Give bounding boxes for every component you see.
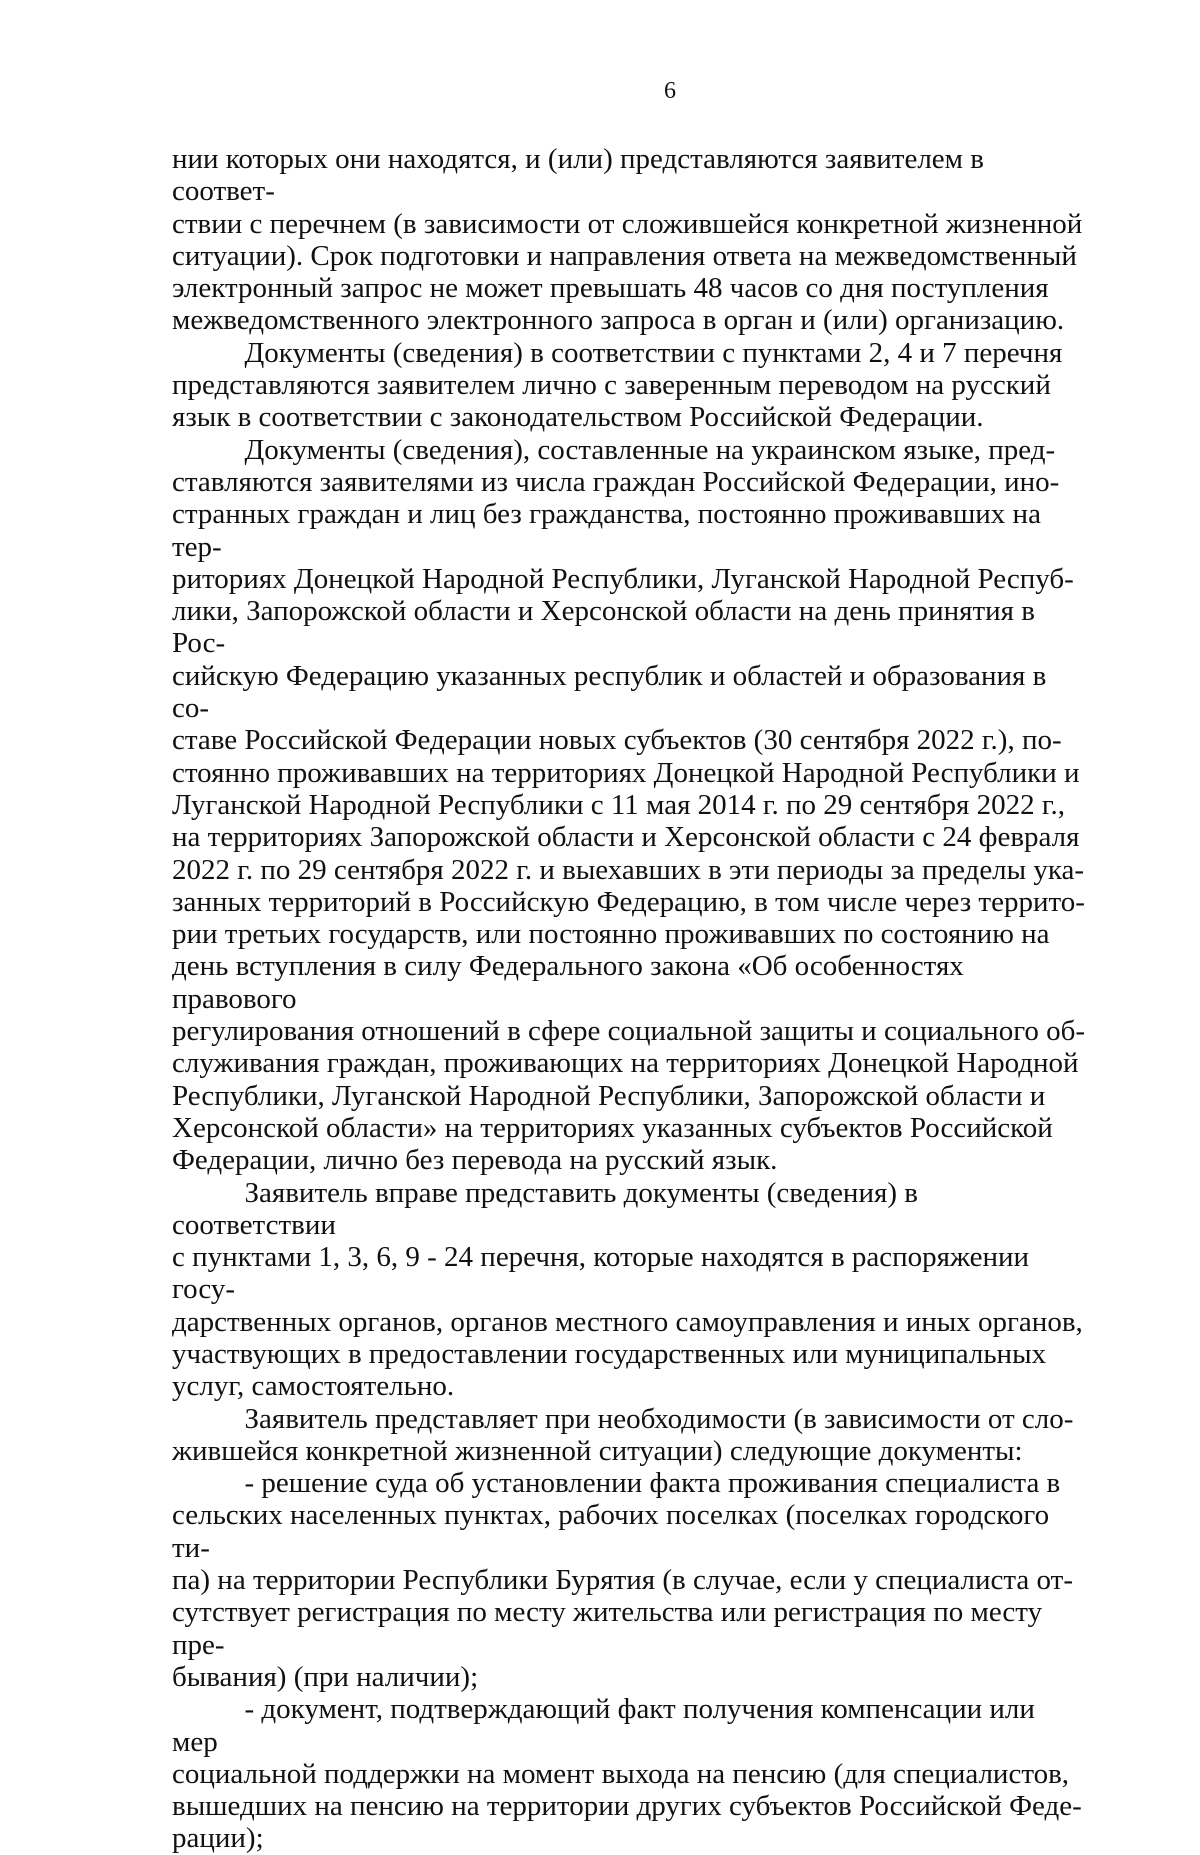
paragraph-request-deadline: нии которых они находятся, и (или) представляются заявителем в соответ- ствии с перечнем (в зависимости от сложившейся конкретной жизненной ситуации). Срок подготовки и направления ответа на межведомственный электронный запрос не может превышать 48 часов со дня поступления межведомственного электронного запроса в орган и (или) организацию. (172, 143, 1083, 337)
paragraph-additional-documents-intro: Заявитель представляет при необходимости (в зависимости от сло- жившейся конкретной жизненной ситуации) следующие документы: (172, 1402, 1074, 1467)
page-number: 6 (664, 78, 676, 104)
list-item-compensation-document: - документ, подтверждающий факт получения компенсации или мер социальной поддержки на момент выхода на пенсию (для специалистов, вышедших на пенсию на территории других субъектов Российской Феде- рации); (172, 1693, 1082, 1855)
list-item-court-decision: - решение суда об установлении факта проживания специалиста в сельских населенных пунктах, рабочих поселках (поселках городского ти- па) на территории Республики Бурятия (в случае, если у специалиста от- сутствует регистрация по месту жительства или регистрация по месту пре- бывания) (при наличии); (172, 1467, 1073, 1693)
paragraph-optional-documents: Заявитель вправе представить документы (сведения) в соответствии с пунктами 1, 3, 6, 9 - 24 перечня, которые находятся в распоряжении госу- дарственных органов, органов местного самоуправления и иных органов, участвующих в предоставлении государственных или муниципальных услуг, самостоятельно. (172, 1176, 1083, 1403)
paragraph-translation-required: Документы (сведения) в соответствии с пунктами 2, 4 и 7 перечня представляются заявителем лично с заверенным переводом на русский язык в соответствии с законодательством Российской Федерации. (172, 336, 1063, 434)
paragraph-ukrainian-documents: Документы (сведения), составленные на украинском языке, пред- ставляются заявителями из числа граждан Российской Федерации, ино- странных граждан и лиц без гражданства, постоянно проживавших на тер- риториях Донецкой Народной Республики, Луганской Народной Респуб- лики, Запорожской области и Херсонской области на день принятия в Рос- сийскую Федерацию указанных республик и областей и образования в со- ставе Российской Федерации новых субъектов (30 сентября 2022 г.), по- стоянно проживавших на территориях Донецкой Народной Республики и Луганской Народной Республики с 11 мая 2014 г. по 29 сентября 2022 г., на территориях Запорожской области и Херсонской области с 24 февраля 2022 г. по 29 сентября 2022 г. и выехавших в эти периоды за пределы ука- занных территорий в Российскую Федерацию, в том числе через террито- рии третьих государств, или постоянно проживавших по состоянию на день вступления в силу Федерального закона «Об особенностях правового регулирования отношений в сфере социальной защиты и социального об- служивания граждан, проживающих на территориях Донецкой Народной Республики, Луганской Народной Республики, Запорожской области и Херсонской области» на территориях указанных субъектов Российской Федерации, лично без перевода на русский язык. (172, 433, 1086, 1177)
document-body (172, 143, 1086, 1855)
